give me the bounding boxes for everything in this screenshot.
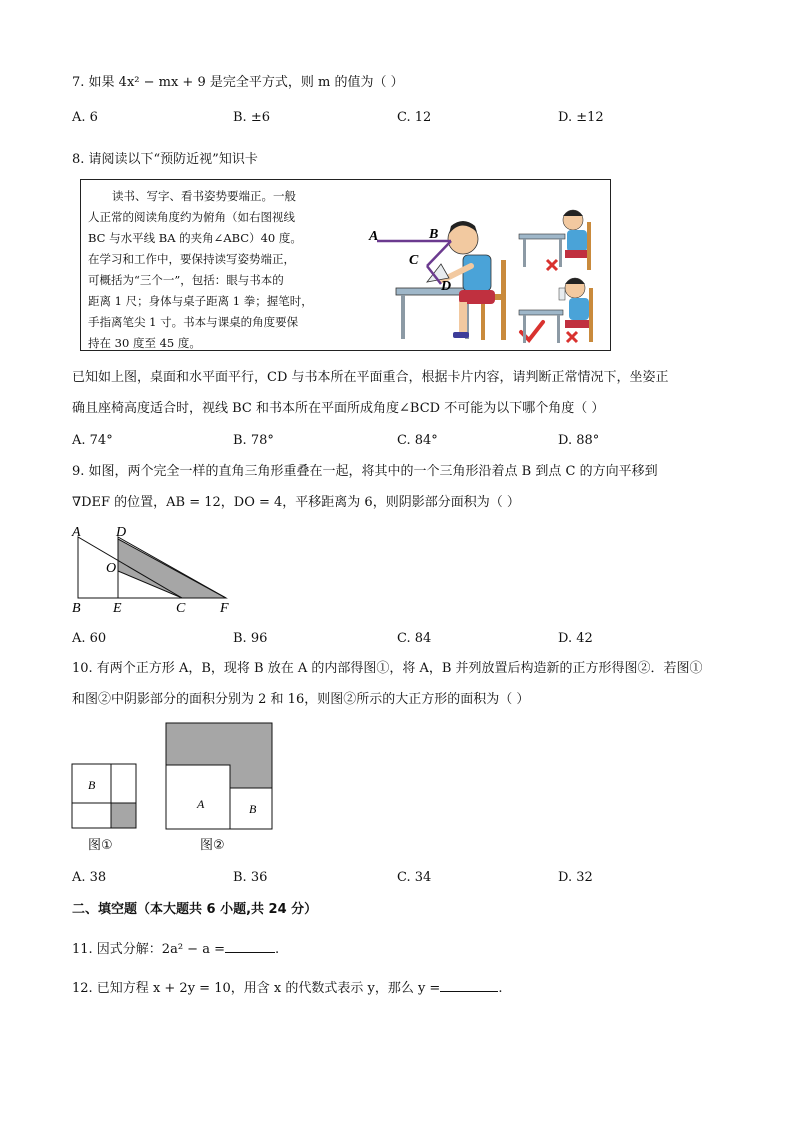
card-line: 持在 30 度至 45 度。	[88, 336, 201, 350]
translated-triangles-figure	[70, 524, 240, 616]
q9-option-c: C. 84	[397, 631, 432, 646]
q8-option-c: C. 84°	[397, 433, 438, 448]
card-line: 读书、写字、看书姿势要端正。一般	[112, 189, 296, 203]
q8-body-line1: 已知如上图，桌面和水平面平行，CD 与书本所在平面重合，根据卡片内容，请判断正常情况下，坐姿正	[72, 370, 669, 385]
section-title: 二、填空题（本大题共 6 小题,共 24 分）	[72, 902, 318, 917]
square-a-label: A	[197, 797, 205, 811]
q10-option-a: A. 38	[72, 870, 107, 885]
q8-stem: 8. 请阅读以下“预防近视”知识卡	[72, 152, 258, 167]
point-label-c: C	[176, 601, 186, 616]
card-text	[88, 186, 373, 354]
squares-figure-1	[71, 763, 141, 833]
point-label-f: F	[220, 601, 229, 616]
q7-stem: 7. 如果 4x² − mx + 9 是完全平方式，则 m 的值为（ ）	[72, 75, 404, 90]
q8-option-d: D. 88°	[558, 433, 600, 448]
q9-option-a: A. 60	[72, 631, 107, 646]
q10-option-d: D. 32	[558, 870, 593, 885]
q10-stem-line2: 和图②中阴影部分的面积分别为 2 和 16，则图②所示的大正方形的面积为（ ）	[72, 692, 530, 707]
q12-stem	[72, 979, 502, 995]
q9-option-b: B. 96	[233, 631, 268, 646]
card-line: 手指离笔尖 1 寸。书本与课桌的角度要保	[88, 315, 299, 329]
point-label-o: O	[106, 561, 117, 576]
point-label-b: B	[72, 601, 81, 616]
q11-end: .	[274, 942, 280, 957]
q7-option-d: D. ±12	[558, 110, 604, 125]
card-line: BC 与水平线 BA 的夹角∠ABC）40 度。	[88, 231, 302, 245]
q11-text: 11. 因式分解：2a² − a =	[72, 942, 225, 957]
q10-option-c: C. 34	[397, 870, 432, 885]
q7-option-b: B. ±6	[233, 110, 270, 125]
point-label-a: A	[72, 525, 81, 540]
q9-stem-line2: ∇DEF 的位置，AB = 12，DO = 4，平移距离为 6，则阴影部分面积为（ ）	[72, 495, 520, 510]
answer-blank[interactable]	[225, 940, 275, 953]
q9-option-d: D. 42	[558, 631, 593, 646]
card-line: 人正常的阅读角度约为俯角（如右图视线	[88, 210, 295, 224]
square-b-label: B	[88, 778, 96, 792]
answer-blank[interactable]	[440, 979, 498, 992]
q9-stem-line1: 9. 如图，两个完全一样的直角三角形重叠在一起，将其中的一个三角形沿着点 B 到点 C 的方向平移到	[72, 464, 658, 479]
card-line: 在学习和工作中，要保持读写姿势端正，	[88, 252, 295, 266]
point-label-a: A	[369, 229, 379, 244]
squares-figure-2	[165, 722, 275, 832]
q12-text: 12. 已知方程 x + 2y = 10，用含 x 的代数式表示 y，那么 y =	[72, 981, 441, 996]
q8-option-a: A. 74°	[72, 433, 113, 448]
figure-2-caption: 图②	[200, 838, 225, 853]
card-line: 可概括为“三个一”，包括：眼与书本的	[88, 273, 284, 287]
q8-option-b: B. 78°	[233, 433, 274, 448]
q7-option-c: C. 12	[397, 110, 432, 125]
point-label-c: C	[409, 253, 419, 268]
knowledge-card	[80, 179, 611, 351]
cross-icon	[547, 260, 557, 270]
q11-stem	[72, 940, 279, 956]
square-b-label: B	[249, 802, 257, 816]
q8-body-line2: 确且座椅高度适合时，视线 BC 和书本所在平面所成角度∠BCD 不可能为以下哪个角度（ ）	[72, 401, 605, 416]
cross-icon	[567, 332, 577, 342]
point-label-b: B	[429, 227, 439, 242]
figure-1-caption: 图①	[88, 838, 113, 853]
card-line: 距离 1 尺；身体与桌子距离 1 拳；握笔时，	[88, 294, 313, 308]
q10-stem-line1: 10. 有两个正方形 A，B，现将 B 放在 A 的内部得图①，将 A，B 并列放置后构造新的正方形得图②．若图①	[72, 661, 703, 676]
q12-end: .	[498, 981, 503, 996]
reading-posture-illustration	[371, 182, 611, 350]
q10-option-b: B. 36	[233, 870, 268, 885]
point-label-e: E	[113, 601, 122, 616]
q7-option-a: A. 6	[72, 110, 98, 125]
point-label-d: D	[116, 525, 127, 540]
point-label-d: D	[441, 279, 452, 294]
